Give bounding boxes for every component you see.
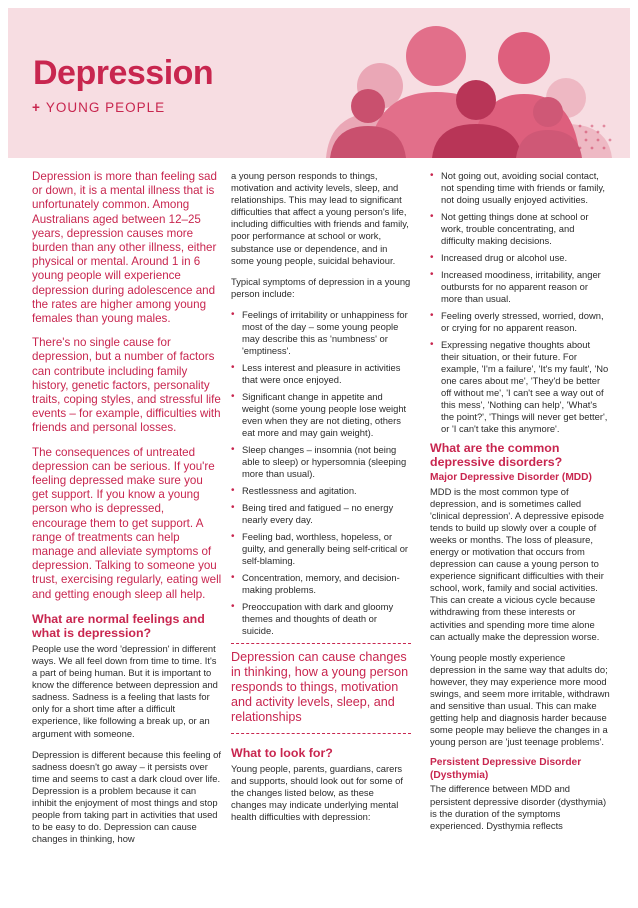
list-item: • Expressing negative thoughts about their situation, or their future. For example, 'I'm a failure', 'It's my fault', 'No one cares about me', 'They'd be better off without me', 'I can't see a way out of this mess', 'Nothing can help', 'What's the point?', 'Things will never get better', or 'I can't take this anymore'. xyxy=(430,339,610,435)
list-item: • Preoccupation with dark and gloomy themes and thoughts of death or suicide. xyxy=(231,601,411,637)
column-2 xyxy=(231,170,411,832)
people-group-icon xyxy=(8,8,630,158)
intro-paragraph: Depression is more than feeling sad or down, it is a mental illness that is unfortunately common. Among Australians aged between 12–25 years, depression causes more burden than any other illness, either physical or mental. Around 1 in 6 young people will experience depression during adolescence and the rates are higher among young females than young males. xyxy=(32,170,217,326)
list-item: • Concentration, memory, and decision-making problems. xyxy=(231,572,411,596)
list-item: • Sleep changes – insomnia (not being able to sleep) or hypersomnia (sleeping more than usual). xyxy=(231,444,411,480)
subtitle-text: YOUNG PEOPLE xyxy=(45,100,166,115)
section-heading-normal-feelings: What are normal feelings and what is depression? xyxy=(32,611,205,640)
causes-paragraph: There's no single cause for depression, but a number of factors can contribute including family history, genetic factors, personality traits, coping styles, and stressful life events – for example, difficulties with friends and personal losses. xyxy=(32,336,221,435)
header-banner xyxy=(8,8,630,158)
list-item: • Restlessness and agitation. xyxy=(231,485,411,497)
subheading-dysthymia: Persistent Depressive Disorder (Dysthymia) xyxy=(430,757,582,781)
symptoms-list xyxy=(231,309,411,637)
list-item: • Feeling overly stressed, worried, down, or crying for no apparent reason. xyxy=(430,310,610,334)
symptoms-intro: Typical symptoms of depression in a young person include: xyxy=(231,275,411,299)
consequences-paragraph: The consequences of untreated depression can be serious. If you're feeling depressed make sure you get support. If you know a young person who is depressed, encourage them to get support. A range of treatments can help manage and alleviate symptoms of depression. Talking to someone you trust, exercising regularly, eating well and getting enough sleep all help. xyxy=(32,445,222,601)
subheading-mdd: Major Depressive Disorder (MDD) xyxy=(430,472,592,483)
body-paragraph: Depression is different because this feeling of sadness doesn't go away – it persists over time and seems to cast a dark cloud over life. Depression is a problem because it can inhibit the enjoyment of most things and stop people from taking part in activities that used to be easy to do. Depression can cause changes in thinking, how xyxy=(32,748,222,845)
body-paragraph: a young person responds to things, motivation and activity levels, sleep, and relationships. This may lead to significant difficulties that affect a young person's life, including difficulties with friends and family, poor performance at school or work, substance use or dependence, and in some young people, suicidal behaviour. xyxy=(231,170,409,266)
body-paragraph: Young people, parents, guardians, carers and supports, should look out for some of the changes listed below, as these changes may indicate underlying mental health difficulties with depression: xyxy=(231,762,403,823)
pull-quote: Depression can cause changes in thinking, how a young person responds to things, motivation and activity levels, sleep, and relationships xyxy=(231,643,411,734)
list-item: • Not getting things done at school or work, trouble concentrating, and difficulty making decisions. xyxy=(430,211,610,247)
list-item: • Less interest and pleasure in activities that were once enjoyed. xyxy=(231,362,411,386)
list-item: • Being tired and fatigued – no energy nearly every day. xyxy=(231,502,411,526)
list-item: • Increased drug or alcohol use. xyxy=(430,252,610,264)
changes-list xyxy=(430,170,610,435)
column-3 xyxy=(430,170,610,841)
page-title: Depression xyxy=(33,54,214,92)
list-item: • Not going out, avoiding social contact, not spending time with friends or family, not doing usually enjoyed activities. xyxy=(430,170,610,206)
section-heading-common-disorders: What are the common depressive disorders? xyxy=(430,441,563,469)
section-heading-what-to-look-for: What to look for? xyxy=(231,745,333,760)
body-paragraph: MDD is the most common type of depression, and is sometimes called 'clinical depression'. A depressive episode tends to build up slowly over a couple of weeks or months. The loss of pleasure, energy or motivation that occurs from depression can cause a young person to experience significant difficulties with their school, work, family and social activities. This can create a vicious cycle because withdrawing from these interests or activities and spending more time alone can actually make the depression worse. xyxy=(430,485,604,642)
body-paragraph: Young people mostly experience depression in the same way that adults do; however, they may experience more mood swings, and seem more irritable, withdrawn and sensitive than usual. This can make getting help and diagnosis harder because some people may believe the changes in a young person are 'just teenage problems'. xyxy=(430,651,610,748)
list-item: • Significant change in appetite and weight (some young people lose weight even when they are not dieting, others eat more and may gain weight). xyxy=(231,391,411,439)
list-item: • Increased moodiness, irritability, anger outbursts for no apparent reason or more than usual. xyxy=(430,269,610,305)
subtitle-plus: + xyxy=(32,100,41,115)
list-item: • Feelings of irritability or unhappiness for most of the day – some young people may describe this as 'numbness' or 'emptiness'. xyxy=(231,309,411,357)
list-item: • Feeling bad, worthless, hopeless, or guilty, and generally being self-critical or self-blaming. xyxy=(231,531,411,567)
column-1 xyxy=(32,170,222,854)
body-paragraph: The difference between MDD and persistent depressive disorder (dysthymia) is the duration of the symptoms experienced. Dysthymia reflects xyxy=(430,783,607,831)
body-paragraph: People use the word 'depression' in different ways. We all feel down from time to time. It's a part of being human. But it is important to know the difference between depression and sadness. Sadness is a feeling that lasts for only for a short time after a difficult experience, like following a break up, or an argument with someone. xyxy=(32,642,218,739)
